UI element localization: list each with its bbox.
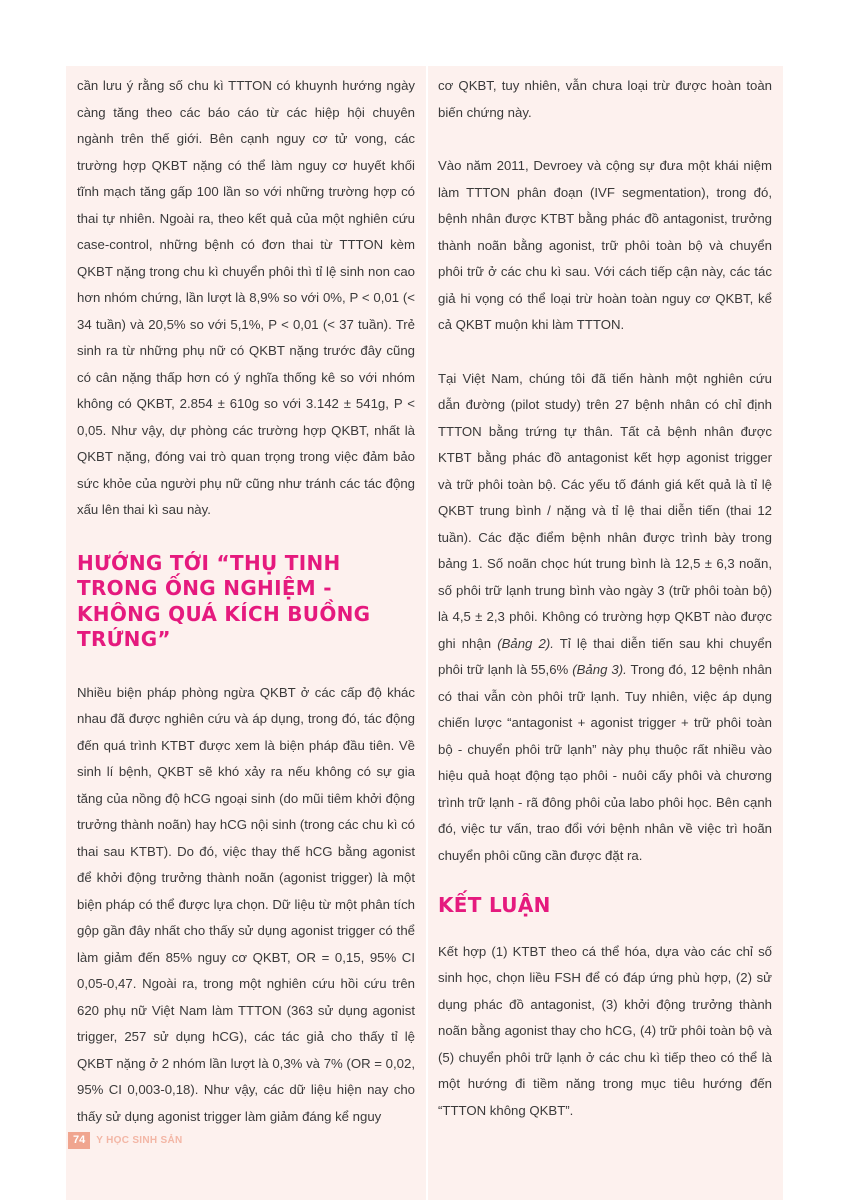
- section-heading-conclusion: KẾT LUẬN: [438, 893, 551, 917]
- right-paragraph-1: cơ QKBT, tuy nhiên, vẫn chưa loại trừ được hoàn toàn biến chứng này.: [438, 78, 772, 120]
- page-number: 74: [68, 1132, 90, 1149]
- conclusion-paragraph: Kết hợp (1) KTBT theo cá thể hóa, dựa vào các chỉ số sinh học, chọn liều FSH để có đáp ứng phù hợp, (2) sử dụng phác đồ antagonist, (3) khởi động trưởng thành noãn bằng agonist thay cho hCG, (4) trữ phôi toàn bộ và (5) chuyển phôi trữ lạnh ở các chu kì tiếp theo có thể là một hướng đi tiềm năng trong mục tiêu hướng đến “TTTON không QKBT”.: [438, 943, 772, 1118]
- right-column: [438, 66, 772, 1124]
- right-paragraph-3: [438, 366, 772, 870]
- left-paragraph-2: Nhiều biện pháp phòng ngừa QKBT ở các cấp độ khác nhau đã được nghiên cứu và áp dụng, trong đó, tác động đến quá trình KTBT được xem là biện pháp đầu tiên. Về sinh lí bệnh, QKBT sẽ khó xảy ra nếu không có sự gia tăng của nồng độ hCG ngoại sinh (do mũi tiêm khởi động trưởng thành noãn) hay hCG nội sinh (trong các chu kì có thai sau KTBT). Do đó, việc thay thế hCG bằng agonist để khởi động trưởng thành noãn (agonist trigger) là một biện pháp có thể được lựa chọn. Dữ liệu từ một phân tích gộp gần đây nhất cho thấy sử dụng agonist trigger có thể làm giảm đến 85% nguy cơ QKBT, OR = 0,15, 95% CI 0,05-0,47. Ngoài ra, trong một nghiên cứu hồi cứu trên 620 phụ nữ Việt Nam làm TTTON (363 sử dụng agonist trigger, 257 sử dụng hCG), các tác giả cho thấy tỉ lệ QKBT nặng ở 2 nhóm lần lượt là 0,3% và 7% (OR = 0,02, 95% CI 0,003-0,18). Như vậy, các dữ liệu hiện nay cho thấy sử dụng agonist trigger làm giảm đáng kể nguy: [77, 684, 415, 1124]
- table-2-reference: (Bảng 2).: [497, 635, 554, 651]
- pilot-study-text-b: Tỉ lệ thai diễn tiến sau khi chuyển phôi trữ lạnh là 55,6%: [438, 635, 772, 677]
- pilot-study-text-a: Tại Việt Nam, chúng tôi đã tiến hành một nghiên cứu dẫn đường (pilot study) trên 27 bệnh nhân có chỉ định TTTON bằng trứng tự thân. Tất cả bệnh nhân được KTBT bằng phác đồ antagonist kết hợp agonist trigger và trữ phôi toàn bộ. Các yếu tố đánh giá kết quả là tỉ lệ QKBT trung bình / nặng và tỉ lệ thai diễn tiến (thai 12 tuần). Các đặc điểm bệnh nhân được trình bày trong bảng 1. Số noãn chọc hút trung bình là 12,5 ± 6,3 noãn, số phôi trữ lạnh trung bình vào ngày 3 (trữ phôi toàn bộ) là 4,5 ± 2,3 phôi. Không có trường hợp QKBT nào được ghi nhận: [438, 370, 772, 651]
- section-heading-ivf-no-ovarian-stimulation: HƯỚNG TỚI “THỤ TINH TRONG ỐNG NGHIỆM - KHÔNG QUÁ KÍCH BUỒNG TRỨNG”: [77, 550, 371, 651]
- page-top-margin: [0, 0, 850, 66]
- pilot-study-text-c: Trong đó, 12 bệnh nhân có thai vẫn còn phôi trữ lạnh. Tuy nhiên, việc áp dụng chiến lược “antagonist + agonist trigger + trữ phôi toàn bộ - chuyển phôi trữ lạnh” này phụ thuộc rất nhiều vào hiệu quả hoạt động tạo phôi - nuôi cấy phôi và chương trình trữ lạnh - rã đông phôi của labo phôi học. Bên cạnh đó, việc tư vấn, trao đổi với bệnh nhân về việc trì hoãn chuyển phôi cũng cần được đặt ra.: [438, 662, 772, 863]
- right-paragraph-2: Vào năm 2011, Devroey và cộng sự đưa một khái niệm làm TTTON phân đoạn (IVF segmentation), trong đó, bệnh nhân được KTBT bằng phác đồ antagonist, trưởng thành noãn bằng agonist, trữ phôi toàn bộ và chuyển phôi trữ ở các chu kì sau. Với cách tiếp cận này, các tác giả hi vọng có thể loại trừ hoàn toàn nguy cơ QKBT, kể cả QKBT muộn khi làm TTTON.: [438, 158, 772, 332]
- table-3-reference: (Bảng 3).: [572, 662, 627, 677]
- left-paragraph-1: cần lưu ý rằng số chu kì TTTON có khuynh hướng ngày càng tăng theo các báo cáo từ các hiệp hội chuyên ngành trên thế giới. Bên cạnh nguy cơ tử vong, các trường hợp QKBT nặng có thể làm nguy cơ huyết khối tĩnh mạch tăng gấp 100 lần so với những trường hợp có thai tự nhiên. Ngoài ra, theo kết quả của một nghiên cứu case-control, những bệnh có đơn thai từ TTTON kèm QKBT nặng trong chu kì chuyển phôi thì tỉ lệ sinh non cao hơn nhóm chứng, lần lượt là 8,9% so với 0%, P < 0,01 (< 34 tuần) và 20,5% so với 5,1%, P < 0,01 (< 37 tuần). Trẻ sinh ra từ những phụ nữ có QKBT nặng trước đây cũng có cân nặng thấp hơn có ý nghĩa thống kê so với nhóm không có QKBT, 2.854 ± 610g so với 3.142 ± 541g, P < 0,05. Như vậy, dự phòng các trường hợp QKBT, nhất là QKBT nặng, đóng vai trò quan trọng trong việc đảm bảo sức khỏe của người phụ nữ cũng như tránh các tác động xấu lên thai kì sau này.: [77, 78, 415, 517]
- journal-name: Y HỌC SINH SẢN: [96, 1135, 183, 1146]
- page-footer: [68, 1132, 183, 1149]
- left-column: [77, 66, 415, 1130]
